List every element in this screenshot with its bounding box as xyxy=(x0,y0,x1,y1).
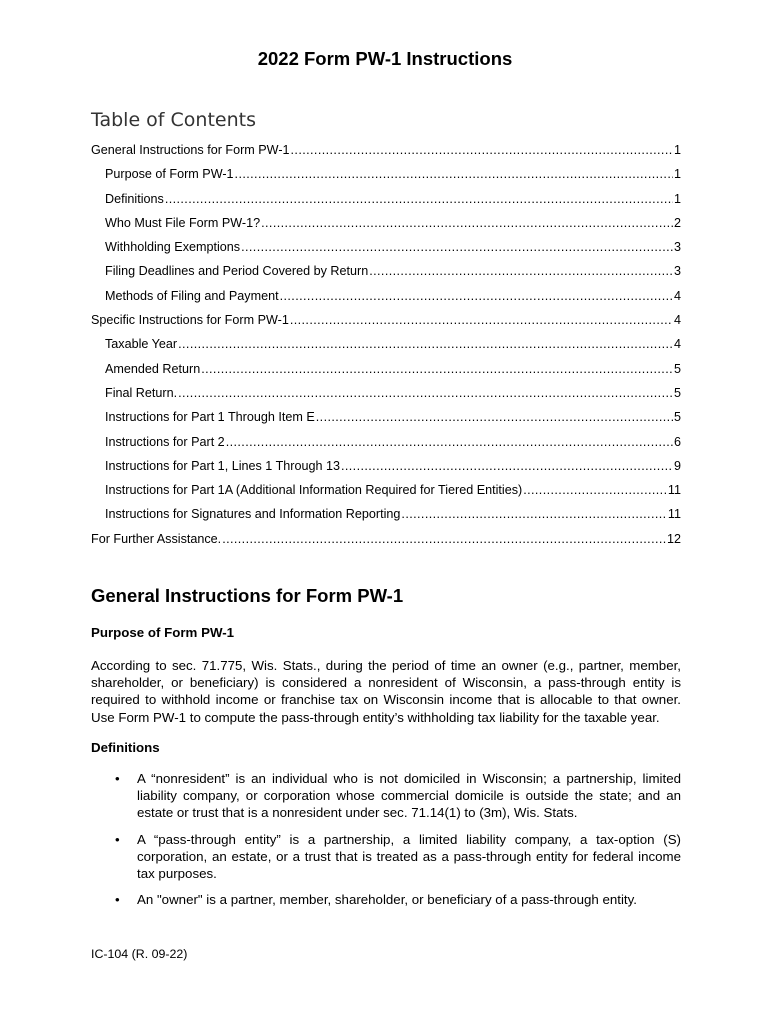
toc-entry[interactable] xyxy=(91,143,681,167)
toc-entry-page: 9 xyxy=(673,458,681,473)
toc-entry[interactable] xyxy=(91,313,681,337)
toc-entry-label: Instructions for Part 1, Lines 1 Through 13 xyxy=(105,458,340,473)
definition-item xyxy=(91,891,681,908)
toc-entry-label: Specific Instructions for Form PW-1 xyxy=(91,313,289,328)
toc-entry-page: 5 xyxy=(673,410,681,425)
toc-leader-dots xyxy=(235,167,673,181)
toc-entry-label: Purpose of Form PW-1 xyxy=(105,167,234,182)
toc-entry-page: 1 xyxy=(673,167,681,182)
toc-leader-dots xyxy=(241,240,673,254)
toc-entry-page: 12 xyxy=(666,531,681,546)
definition-item xyxy=(91,831,681,883)
toc-leader-dots xyxy=(290,313,673,327)
toc-entry-page: 2 xyxy=(673,215,681,230)
toc-leader-dots xyxy=(261,216,673,230)
bullet-icon: • xyxy=(115,892,120,908)
toc-entry[interactable] xyxy=(91,289,681,313)
toc-entry[interactable] xyxy=(91,507,681,531)
toc-leader-dots xyxy=(178,337,673,351)
toc-leader-dots xyxy=(280,289,673,303)
toc-entry-page: 1 xyxy=(673,191,681,206)
definitions-list xyxy=(91,770,681,917)
toc-entry-label: Withholding Exemptions xyxy=(105,240,241,255)
toc-entry-page: 11 xyxy=(667,483,681,498)
purpose-paragraph: According to sec. 71.775, Wis. Stats., during the period of time an owner (e.g., partner, member, shareholder, or beneficiary) is considered a nonresident of Wisconsin, a pass-through entity is required to withhold income or franchise tax on Wisconsin income that is allocable to that owner. Use Form PW-1 to compute the pass-through entity’s withholding tax liability for the taxable year. xyxy=(91,658,681,725)
toc-entry-page: 5 xyxy=(673,361,681,376)
toc-leader-dots xyxy=(226,435,673,449)
toc-entry[interactable] xyxy=(91,240,681,264)
toc-entry-label: Taxable Year xyxy=(105,337,178,352)
definitions-heading: Definitions xyxy=(91,740,160,755)
toc-leader-dots xyxy=(341,459,673,473)
toc-leader-dots xyxy=(165,192,673,206)
toc-entry-label: Instructions for Part 2 xyxy=(105,434,225,449)
toc-entry-label: For Further Assistance. xyxy=(91,531,222,546)
definition-text: A “nonresident” is an individual who is not domiciled in Wisconsin; a partnership, limited liability company, or corporation whose commercial domicile is outside the state; and an estate or trust that is a nonresident under sec. 71.14(1) to (3m), Wis. Stats. xyxy=(137,771,681,821)
toc-leader-dots xyxy=(178,386,673,400)
toc-entry[interactable] xyxy=(91,532,681,556)
toc-entry-label: Methods of Filing and Payment xyxy=(105,288,279,303)
toc-entry-page: 4 xyxy=(673,337,681,352)
toc-entry[interactable] xyxy=(91,192,681,216)
toc-entry-page: 6 xyxy=(673,434,681,449)
form-code-footer: IC-104 (R. 09-22) xyxy=(91,947,188,961)
toc-entry[interactable] xyxy=(91,216,681,240)
purpose-heading: Purpose of Form PW-1 xyxy=(91,625,235,640)
toc-entry[interactable] xyxy=(91,337,681,361)
definition-text: An "owner" is a partner, member, shareholder, or beneficiary of a pass-through entity. xyxy=(137,892,637,908)
toc-entry[interactable] xyxy=(91,264,681,288)
toc-entry[interactable] xyxy=(91,386,681,410)
toc-leader-dots xyxy=(316,410,673,424)
toc-entry-label: Filing Deadlines and Period Covered by Return xyxy=(105,264,369,279)
section-heading: General Instructions for Form PW-1 xyxy=(91,585,404,606)
toc-entry-page: 11 xyxy=(667,507,681,522)
toc-entry[interactable] xyxy=(91,459,681,483)
toc-entry-label: Instructions for Signatures and Information Reporting xyxy=(105,507,401,522)
toc-entry-label: Instructions for Part 1 Through Item E xyxy=(105,410,315,425)
toc-leader-dots xyxy=(401,507,667,521)
definition-text: A “pass-through entity” is a partnership, a limited liability company, a tax-option (S) corporation, an estate, or a trust that is treated as a pass-through entity for federal income tax purposes. xyxy=(137,831,681,882)
toc-entry-page: 5 xyxy=(673,385,681,400)
toc-entry-page: 4 xyxy=(673,288,681,303)
bullet-icon: • xyxy=(115,771,120,786)
toc-entry-page: 4 xyxy=(673,313,681,328)
toc-leader-dots xyxy=(201,362,673,376)
toc-leader-dots xyxy=(523,483,667,497)
toc-entry[interactable] xyxy=(91,483,681,507)
toc-entry-label: Amended Return xyxy=(105,361,201,376)
toc-entry[interactable] xyxy=(91,167,681,191)
toc-heading: Table of Contents xyxy=(91,109,256,131)
toc-leader-dots xyxy=(222,532,666,546)
bullet-icon: • xyxy=(115,831,120,847)
document-title: 2022 Form PW-1 Instructions xyxy=(257,48,513,69)
toc-leader-dots xyxy=(369,264,673,278)
toc-leader-dots xyxy=(291,143,673,157)
toc-entry-page: 3 xyxy=(673,240,681,255)
toc-entry-label: Instructions for Part 1A (Additional Information Required for Tiered Entities) xyxy=(105,483,523,498)
toc-entry[interactable] xyxy=(91,410,681,434)
toc-entry-page: 3 xyxy=(673,264,681,279)
toc-entry[interactable] xyxy=(91,362,681,386)
toc-entry[interactable] xyxy=(91,435,681,459)
toc-entry-label: Definitions xyxy=(105,191,164,206)
definition-item xyxy=(91,770,681,822)
toc-entry-label: Final Return. xyxy=(105,385,178,400)
toc-entry-label: General Instructions for Form PW-1 xyxy=(91,143,290,157)
table-of-contents xyxy=(91,143,681,556)
toc-entry-label: Who Must File Form PW-1? xyxy=(105,215,261,230)
toc-entry-page: 1 xyxy=(673,143,681,157)
